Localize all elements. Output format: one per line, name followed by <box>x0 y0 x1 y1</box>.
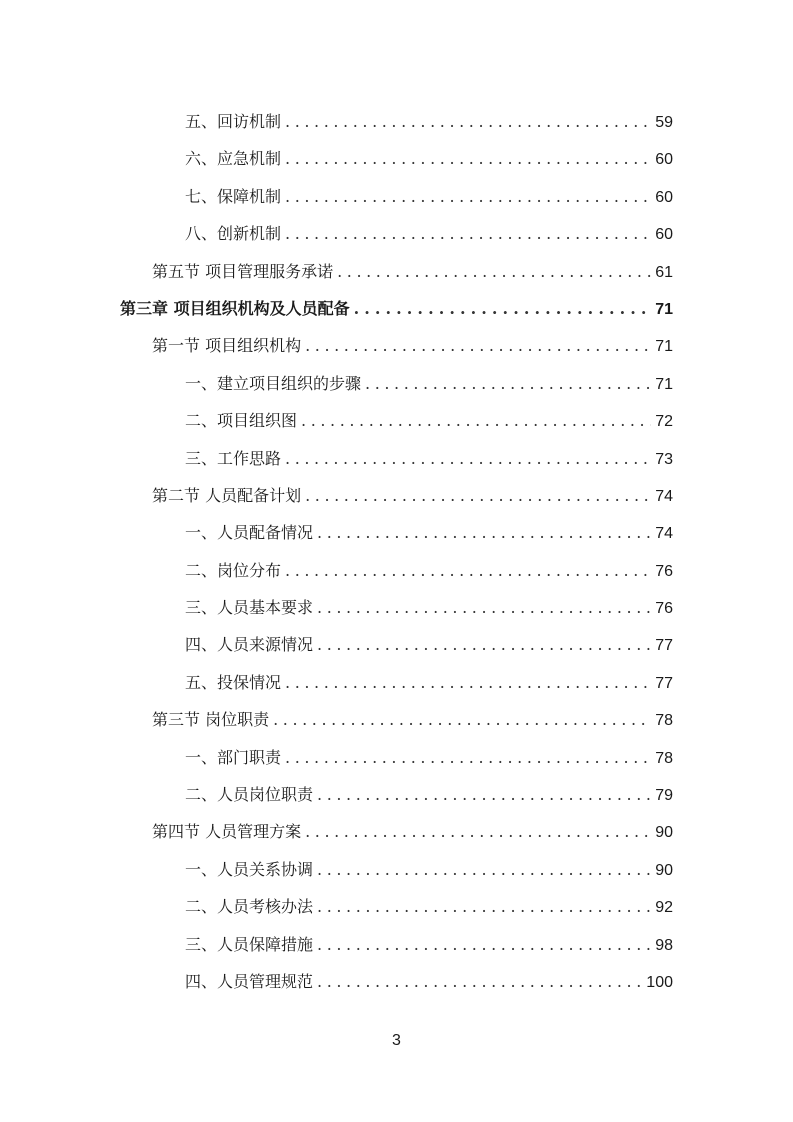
toc-entry-page: 77 <box>655 674 673 692</box>
toc-section-entry[interactable] <box>120 253 673 290</box>
toc-entry-page: 79 <box>655 787 673 805</box>
toc-subsection-entry[interactable] <box>120 888 673 925</box>
toc-entry-title: 第二节 人员配备计划 <box>152 485 302 505</box>
toc-entry-page: 73 <box>655 450 673 468</box>
toc-entry-page: 78 <box>655 749 673 767</box>
toc-entry-title: 四、人员管理规范 <box>185 971 314 991</box>
dot-leader <box>317 888 651 925</box>
dot-leader <box>285 215 651 252</box>
toc-entry-title: 三、工作思路 <box>185 448 282 468</box>
toc-subsection-entry[interactable] <box>120 739 673 776</box>
toc-subsection-entry[interactable] <box>120 851 673 888</box>
toc-subsection-entry[interactable] <box>120 552 673 589</box>
toc-subsection-entry[interactable] <box>120 514 673 551</box>
dot-leader <box>305 813 651 850</box>
toc-entry-title: 二、岗位分布 <box>185 560 282 580</box>
toc-entry-page: 71 <box>655 338 673 356</box>
toc-entry-title: 四、人员来源情况 <box>185 635 314 655</box>
toc-subsection-entry[interactable] <box>120 963 673 1000</box>
page-number: 3 <box>392 1032 401 1049</box>
toc-entry-page: 100 <box>646 973 673 991</box>
dot-leader <box>317 926 651 963</box>
toc-subsection-entry[interactable] <box>120 926 673 963</box>
toc-chapter-entry[interactable] <box>120 290 673 327</box>
toc-entry-title: 五、回访机制 <box>185 112 282 131</box>
toc-entry-page: 60 <box>655 151 673 169</box>
toc-entry-page: 72 <box>655 413 673 431</box>
toc-subsection-entry[interactable] <box>120 365 673 402</box>
toc-entry-page: 90 <box>655 824 673 842</box>
dot-leader <box>273 701 651 738</box>
dot-leader <box>285 552 651 589</box>
toc-subsection-entry[interactable] <box>120 178 673 215</box>
toc-entry-title: 一、建立项目组织的步骤 <box>185 373 362 393</box>
dot-leader <box>285 140 651 177</box>
toc-entry-title: 六、应急机制 <box>185 149 282 169</box>
dot-leader <box>317 589 651 626</box>
toc-entry-page: 90 <box>655 861 673 879</box>
toc-entry-title: 一、人员关系协调 <box>185 859 314 879</box>
dot-leader <box>305 477 651 514</box>
toc-entry-title: 第四节 人员管理方案 <box>152 822 302 842</box>
toc-subsection-entry[interactable] <box>120 664 673 701</box>
toc-entry-page: 98 <box>655 936 673 954</box>
toc-entry-page: 92 <box>655 899 673 917</box>
dot-leader <box>365 365 651 402</box>
toc-entry-title: 五、投保情况 <box>185 672 282 692</box>
dot-leader <box>317 626 651 663</box>
toc-entry-title: 二、人员岗位职责 <box>185 785 314 805</box>
dot-leader <box>285 739 651 776</box>
toc-subsection-entry[interactable] <box>120 776 673 813</box>
toc-entry-title: 三、人员保障措施 <box>185 934 314 954</box>
dot-leader <box>285 103 651 140</box>
toc-entry-page: 71 <box>655 375 673 393</box>
toc-subsection-entry[interactable] <box>120 440 673 477</box>
dot-leader <box>354 290 652 327</box>
toc-subsection-entry[interactable] <box>120 626 673 663</box>
dot-leader <box>317 851 651 888</box>
toc-entry-title: 二、项目组织图 <box>185 411 298 431</box>
toc-entry-page: 60 <box>655 226 673 244</box>
toc-entry-title: 三、人员基本要求 <box>185 598 314 618</box>
toc-entry-page: 59 <box>655 114 673 131</box>
dot-leader <box>317 514 651 551</box>
toc-entry-page: 74 <box>655 525 673 543</box>
toc-entry-page: 76 <box>655 600 673 618</box>
toc-entry-title: 一、部门职责 <box>185 747 282 767</box>
toc-entry-title: 七、保障机制 <box>185 186 282 206</box>
toc-section-entry[interactable] <box>120 477 673 514</box>
dot-leader <box>285 664 651 701</box>
dot-leader <box>301 402 651 439</box>
toc-entry-page: 78 <box>655 712 673 730</box>
dot-leader <box>317 776 651 813</box>
toc-section-entry[interactable] <box>120 701 673 738</box>
toc-entry-page: 61 <box>655 263 673 281</box>
toc-entry-page: 76 <box>655 562 673 580</box>
toc-entry-title: 第三章 项目组织机构及人员配备 <box>120 298 350 318</box>
toc-section-entry[interactable] <box>120 327 673 364</box>
toc-subsection-entry[interactable] <box>120 215 673 252</box>
toc-entry-page: 77 <box>655 637 673 655</box>
toc-entry-title: 二、人员考核办法 <box>185 897 314 917</box>
table-of-contents <box>120 103 673 1000</box>
toc-entry-title: 八、创新机制 <box>185 224 282 244</box>
toc-entry-page: 71 <box>655 300 673 318</box>
toc-subsection-entry[interactable] <box>120 402 673 439</box>
toc-entry-title: 一、人员配备情况 <box>185 523 314 543</box>
dot-leader <box>285 440 651 477</box>
toc-entry-title: 第三节 岗位职责 <box>152 710 270 730</box>
toc-entry-title: 第一节 项目组织机构 <box>152 336 302 356</box>
toc-subsection-entry[interactable] <box>120 140 673 177</box>
dot-leader <box>317 963 642 1000</box>
dot-leader <box>305 327 651 364</box>
toc-entry-page: 60 <box>655 188 673 206</box>
toc-subsection-entry[interactable] <box>120 589 673 626</box>
toc-section-entry[interactable] <box>120 813 673 850</box>
dot-leader <box>337 253 651 290</box>
dot-leader <box>285 178 651 215</box>
toc-entry-page: 74 <box>655 487 673 505</box>
toc-subsection-entry[interactable] <box>120 103 673 140</box>
toc-entry-title: 第五节 项目管理服务承诺 <box>152 261 334 281</box>
